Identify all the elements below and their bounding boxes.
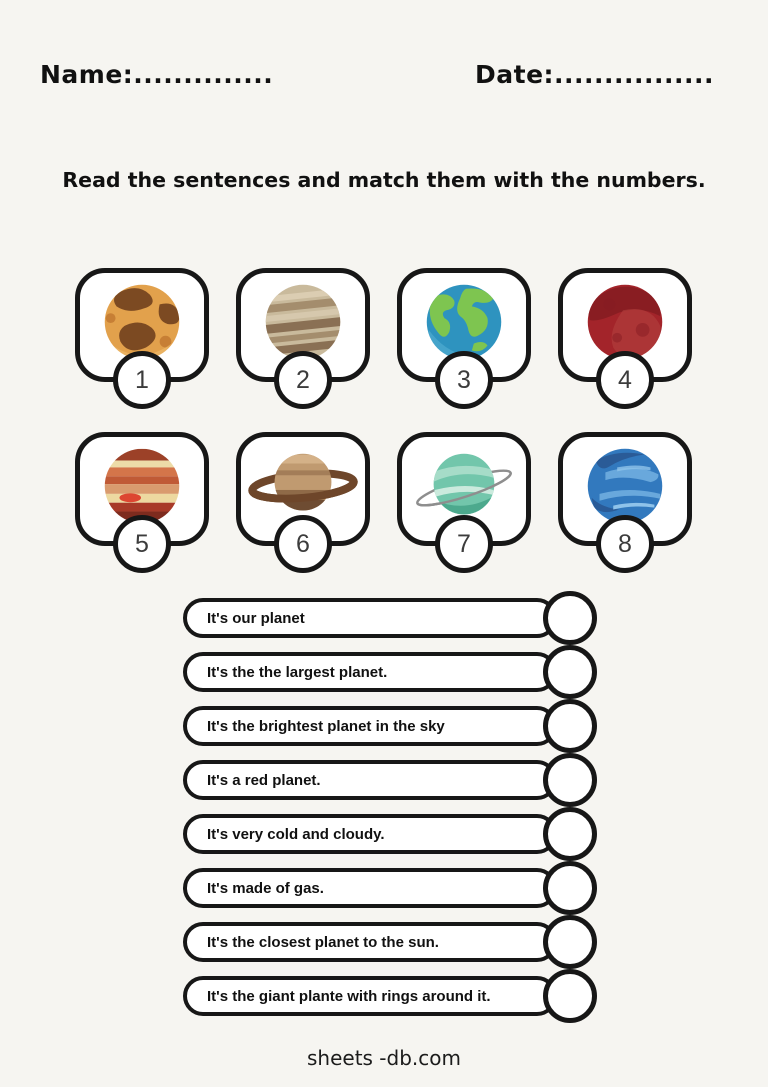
sentence-text: It's our planet (183, 598, 557, 638)
answer-circle[interactable] (543, 915, 597, 969)
planet-number-badge: 8 (596, 515, 654, 573)
sentence-text: It's very cold and cloudy. (183, 814, 557, 854)
planet-card-uranus[interactable] (397, 432, 531, 558)
planet-card-grid (75, 268, 692, 558)
planet-card-mercury[interactable] (75, 268, 209, 394)
planet-card-mars[interactable] (558, 268, 692, 394)
sentence-text: It's the closest planet to the sun. (183, 922, 557, 962)
answer-circle[interactable] (543, 969, 597, 1023)
sentence-text: It's the the largest planet. (183, 652, 557, 692)
answer-circle[interactable] (543, 645, 597, 699)
sentence-text: It's the giant plante with rings around it. (183, 976, 557, 1016)
site-credit: sheets -db.com (306, 1046, 461, 1070)
name-field-label[interactable]: Name:.............. (40, 60, 274, 89)
planet-card-saturn[interactable] (236, 432, 370, 558)
planet-card-earth[interactable] (397, 268, 531, 394)
sentence-row (183, 976, 557, 1016)
planet-number-badge: 6 (274, 515, 332, 573)
planet-number-badge: 1 (113, 351, 171, 409)
answer-circle[interactable] (543, 753, 597, 807)
planet-number-badge: 2 (274, 351, 332, 409)
sentence-list (183, 598, 557, 1030)
worksheet-instructions: Read the sentences and match them with the numbers. (62, 168, 706, 192)
sentence-text: It's a red planet. (183, 760, 557, 800)
sentence-row (183, 598, 557, 638)
sentence-row (183, 922, 557, 962)
sentence-row (183, 868, 557, 908)
answer-circle[interactable] (543, 699, 597, 753)
planet-card-neptune[interactable] (558, 432, 692, 558)
planet-number-badge: 3 (435, 351, 493, 409)
sentence-text: It's made of gas. (183, 868, 557, 908)
date-field-label[interactable]: Date:................ (475, 60, 714, 89)
sentence-row (183, 706, 557, 746)
sentence-row (183, 652, 557, 692)
answer-circle[interactable] (543, 807, 597, 861)
sentence-row (183, 760, 557, 800)
sentence-text: It's the brightest planet in the sky (183, 706, 557, 746)
planet-number-badge: 7 (435, 515, 493, 573)
answer-circle[interactable] (543, 861, 597, 915)
planet-card-jupiter[interactable] (75, 432, 209, 558)
planet-card-venus[interactable] (236, 268, 370, 394)
sentence-row (183, 814, 557, 854)
planet-number-badge: 5 (113, 515, 171, 573)
planet-number-badge: 4 (596, 351, 654, 409)
answer-circle[interactable] (543, 591, 597, 645)
